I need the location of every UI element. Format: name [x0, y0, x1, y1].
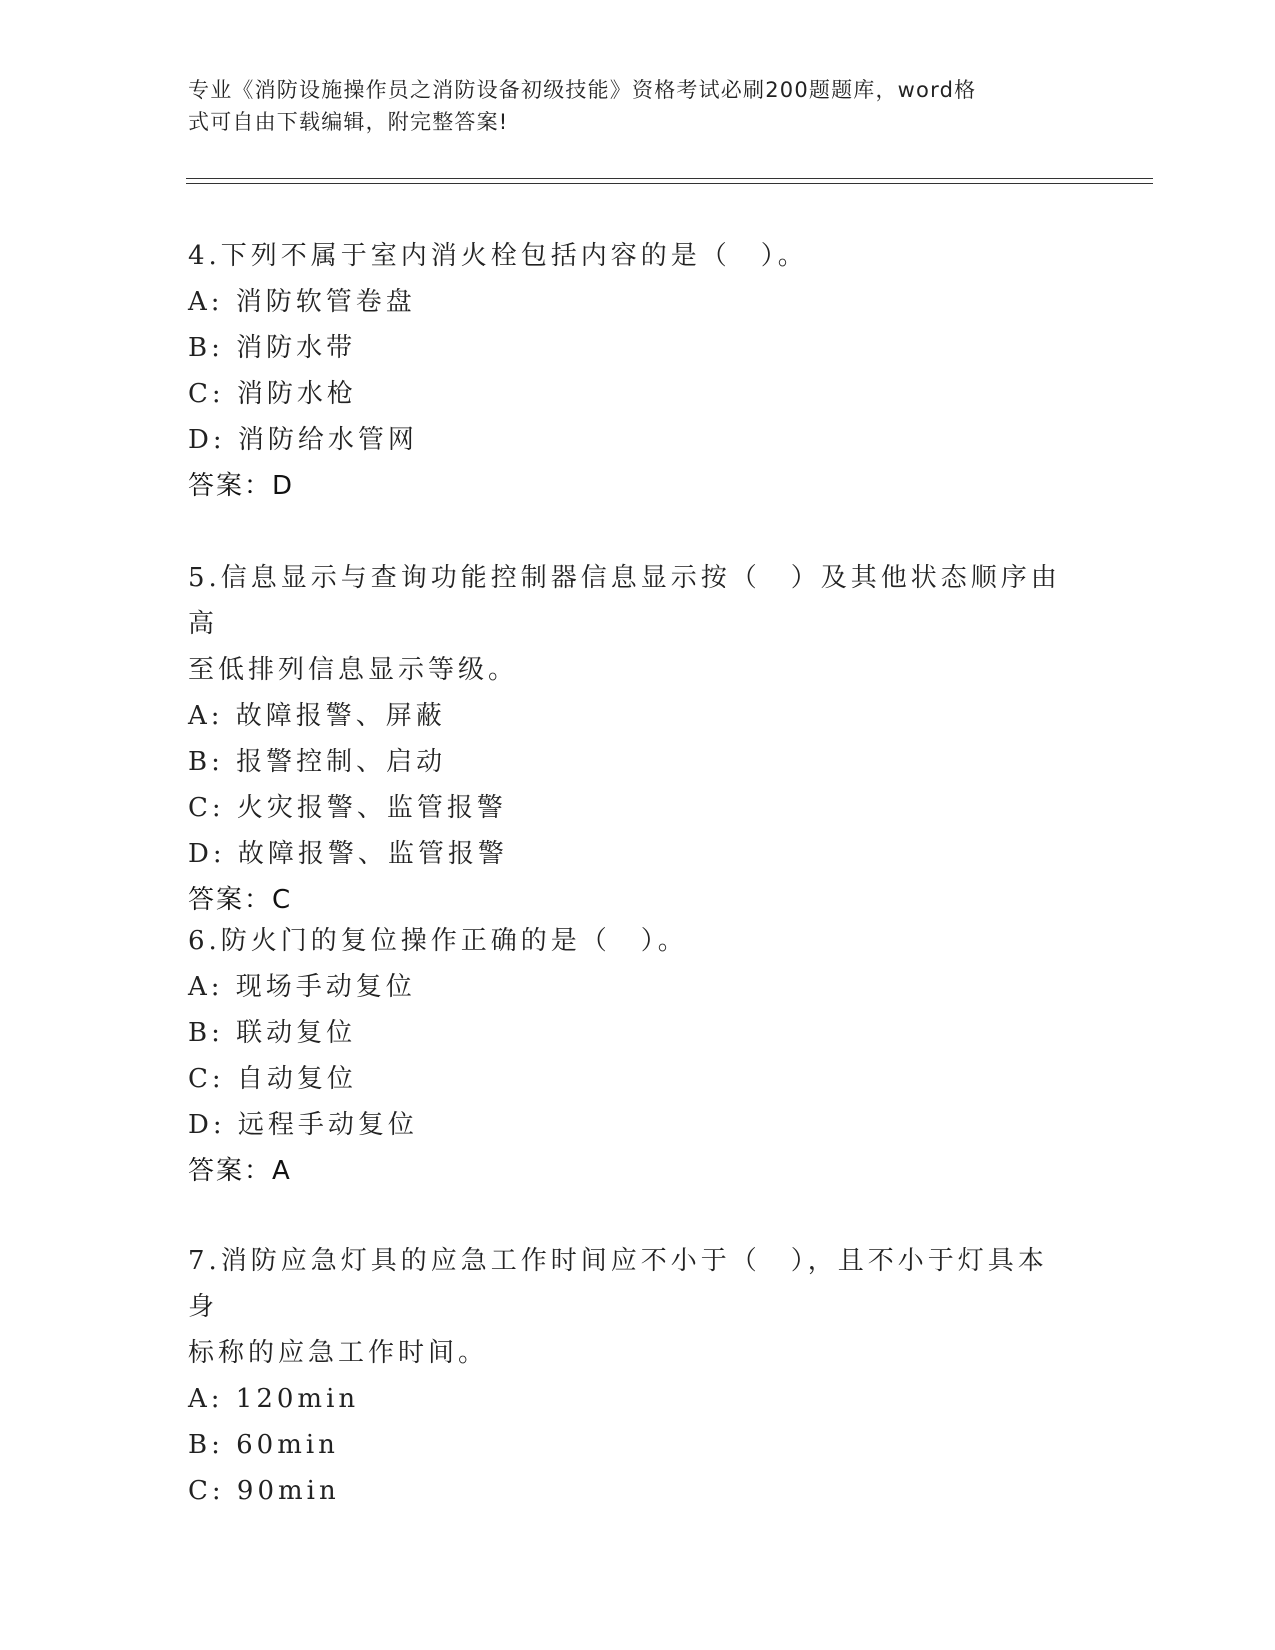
- option-c: C: 火灾报警、监管报警: [188, 793, 507, 823]
- header-divider-top: [186, 178, 1153, 179]
- option-b: B: 60min: [188, 1430, 339, 1460]
- option-c: C: 消防水枪: [188, 379, 357, 409]
- option-d: D: 故障报警、监管报警: [188, 839, 508, 869]
- answer-label: 答案：D: [188, 471, 295, 501]
- option-a: A: 120min: [188, 1384, 360, 1414]
- option-a: A: 消防软管卷盘: [188, 287, 416, 317]
- question-7: [188, 1238, 1068, 1514]
- option-c: C: 自动复位: [188, 1064, 357, 1094]
- option-d: D: 远程手动复位: [188, 1110, 418, 1140]
- option-a: A: 故障报警、屏蔽: [188, 701, 446, 731]
- question-stem: 6.防火门的复位操作正确的是（ ）。: [188, 926, 688, 956]
- question-4: [188, 233, 1068, 509]
- header-line-2: 式可自由下载编辑，附完整答案!: [188, 110, 509, 134]
- question-stem-line-1: 7.消防应急灯具的应急工作时间应不小于（ ），且不小于灯具本身: [188, 1246, 1048, 1322]
- question-stem-line-2: 至低排列信息显示等级。: [188, 655, 519, 685]
- header-divider-bottom: [186, 183, 1153, 184]
- header-line-1: 专业《消防设施操作员之消防设备初级技能》资格考试必刷200题题库，word格: [188, 78, 977, 102]
- option-c: C: 90min: [188, 1476, 340, 1506]
- question-stem-line-1: 5.信息显示与查询功能控制器信息显示按（ ）及其他状态顺序由高: [188, 563, 1061, 639]
- question-5: [188, 555, 1068, 923]
- option-b: B: 报警控制、启动: [188, 747, 447, 777]
- question-stem-line-2: 标称的应急工作时间。: [188, 1338, 489, 1368]
- question-6: [188, 918, 1068, 1194]
- question-stem: 4.下列不属于室内消火栓包括内容的是（ ）。: [188, 241, 808, 271]
- option-a: A: 现场手动复位: [188, 972, 416, 1002]
- option-b: B: 消防水带: [188, 333, 357, 363]
- option-d: D: 消防给水管网: [188, 425, 418, 455]
- answer-label: 答案：C: [188, 885, 293, 915]
- document-header: [188, 74, 1068, 138]
- option-b: B: 联动复位: [188, 1018, 357, 1048]
- answer-label: 答案：A: [188, 1156, 292, 1186]
